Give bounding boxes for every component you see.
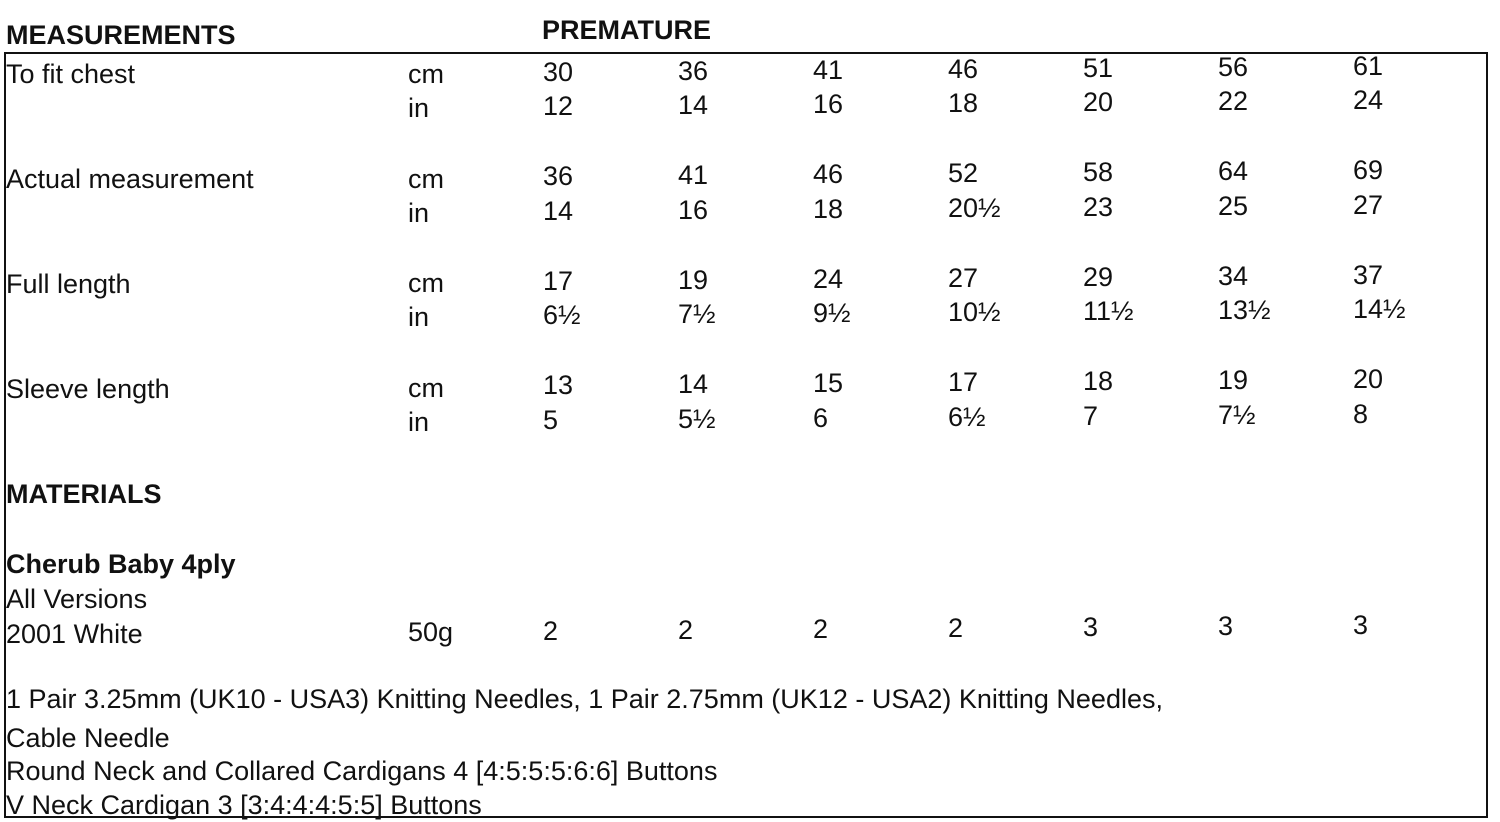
in-value: 14	[678, 90, 709, 120]
cable-needle-note: Cable Needle	[6, 723, 170, 753]
in-value: 25	[1218, 191, 1249, 221]
v-neck-buttons-note: V Neck Cardigan 3 [3:4:4:4:5:5] Buttons	[6, 790, 482, 820]
unit-in: in	[408, 198, 430, 228]
in-value: 27	[1353, 190, 1384, 220]
in-value: 24	[1353, 85, 1384, 115]
in-value: 8	[1353, 399, 1369, 429]
in-value: 16	[813, 89, 844, 119]
yarn-ball-weight: 50g	[408, 617, 454, 647]
cm-value: 34	[1218, 261, 1249, 291]
unit-cm: cm	[408, 373, 444, 403]
cm-value: 52	[948, 158, 979, 188]
cm-value: 61	[1353, 51, 1384, 81]
unit-in: in	[408, 407, 430, 437]
unit-cm: cm	[408, 59, 444, 89]
in-value: 10½	[948, 297, 1001, 327]
in-value: 20	[1083, 87, 1114, 117]
row-label: To fit chest	[6, 59, 136, 89]
cm-value: 64	[1218, 156, 1249, 186]
in-value: 11½	[1083, 296, 1134, 326]
materials-heading: MATERIALS	[6, 479, 162, 509]
in-value: 22	[1218, 86, 1249, 116]
yarn-quantity: 3	[1083, 612, 1099, 642]
in-value: 12	[543, 91, 574, 121]
in-value: 20½	[948, 193, 1001, 223]
cm-value: 30	[543, 57, 574, 87]
cm-value: 14	[678, 369, 709, 399]
yarn-quantity: 2	[543, 616, 559, 646]
in-value: 6	[813, 403, 829, 433]
cm-value: 46	[948, 54, 979, 84]
in-value: 6½	[948, 402, 986, 432]
row-label: Sleeve length	[6, 374, 170, 404]
cm-value: 19	[678, 265, 709, 295]
needles-note: 1 Pair 3.25mm (UK10 - USA3) Knitting Needles, 1 Pair 2.75mm (UK12 - USA2) Knitting Needles,	[6, 684, 1163, 714]
in-value: 23	[1083, 192, 1114, 222]
in-value: 13½	[1218, 295, 1271, 325]
measurements-heading: MEASUREMENTS	[6, 20, 236, 50]
cm-value: 51	[1083, 53, 1114, 83]
yarn-quantity: 3	[1353, 610, 1369, 640]
cm-value: 17	[948, 367, 979, 397]
cm-value: 15	[813, 368, 844, 398]
cm-value: 69	[1353, 155, 1384, 185]
cm-value: 41	[678, 160, 709, 190]
cm-value: 36	[678, 56, 709, 86]
row-label: Actual measurement	[6, 164, 254, 194]
cm-value: 19	[1218, 365, 1249, 395]
cm-value: 46	[813, 159, 844, 189]
cm-value: 24	[813, 264, 844, 294]
yarn-quantity: 2	[678, 615, 694, 645]
cm-value: 41	[813, 55, 844, 85]
cm-value: 29	[1083, 262, 1114, 292]
unit-cm: cm	[408, 268, 444, 298]
cm-value: 27	[948, 263, 979, 293]
unit-in: in	[408, 93, 430, 123]
round-neck-buttons-note: Round Neck and Collared Cardigans 4 [4:5:5:5:6:6] Buttons	[6, 756, 718, 786]
row-label: Full length	[6, 269, 131, 299]
in-value: 14½	[1353, 294, 1406, 324]
cm-value: 58	[1083, 157, 1114, 187]
unit-in: in	[408, 302, 430, 332]
in-value: 7½	[678, 299, 716, 329]
cm-value: 18	[1083, 366, 1114, 396]
cm-value: 13	[543, 370, 574, 400]
size-group-heading: PREMATURE	[542, 15, 712, 45]
in-value: 7½	[1218, 400, 1256, 430]
in-value: 7	[1083, 401, 1099, 431]
unit-cm: cm	[408, 164, 444, 194]
cm-value: 56	[1218, 52, 1249, 82]
yarn-name: Cherub Baby 4ply	[6, 549, 236, 579]
cm-value: 17	[543, 266, 574, 296]
cm-value: 37	[1353, 260, 1384, 290]
yarn-quantity: 2	[813, 614, 829, 644]
in-value: 5½	[678, 404, 716, 434]
in-value: 6½	[543, 300, 581, 330]
in-value: 14	[543, 196, 574, 226]
in-value: 5	[543, 405, 559, 435]
cm-value: 20	[1353, 364, 1384, 394]
yarn-versions: All Versions	[6, 584, 148, 614]
in-value: 9½	[813, 298, 851, 328]
in-value: 18	[813, 194, 844, 224]
yarn-shade: 2001 White	[6, 619, 143, 649]
cm-value: 36	[543, 161, 574, 191]
in-value: 18	[948, 88, 979, 118]
in-value: 16	[678, 195, 709, 225]
yarn-quantity: 3	[1218, 611, 1234, 641]
yarn-quantity: 2	[948, 613, 964, 643]
